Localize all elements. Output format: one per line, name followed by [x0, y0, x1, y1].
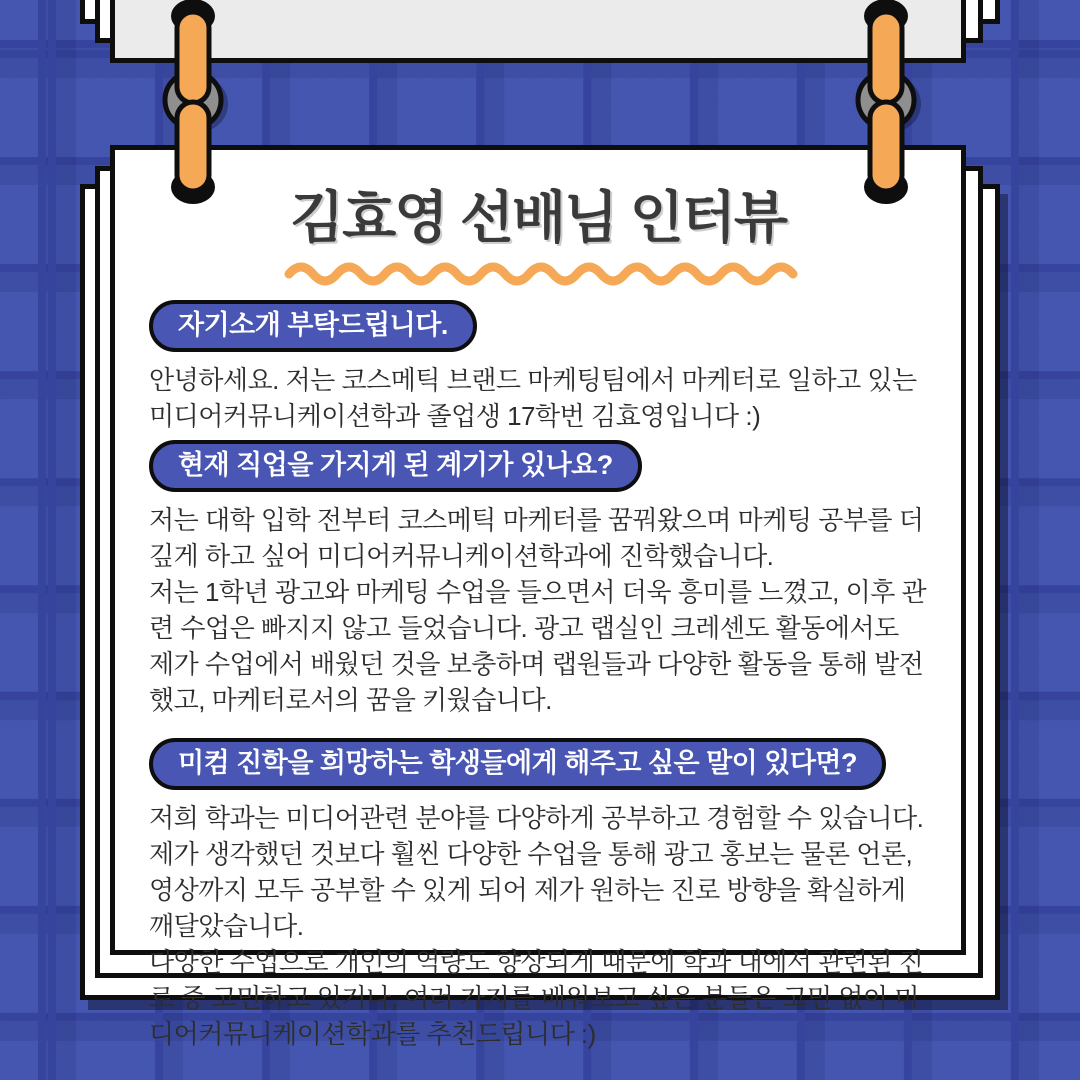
question-text: 현재 직업을 가지게 된 계기가 있나요? [178, 450, 613, 480]
page-title: 김효영 선배님 인터뷰 [290, 186, 786, 249]
qa-section-3 [149, 738, 927, 1052]
qa-section-2 [149, 440, 927, 718]
answer-paragraph: 저는 1학년 광고와 마케팅 수업을 들으면서 더욱 흥미를 느꼈고, 이후 관련 수업은 빠지지 않고 들었습니다. 광고 랩실인 크레센도 활동에서도 제가 수업에서 배웠던 것을 보충하며 랩원들과 다양한 활동을 통해 발전했고, 마케터로서의 꿈을 키웠습니다. [149, 577, 927, 715]
answer-paragraph: 안녕하세요. 저는 코스메틱 브랜드 마케팅팀에서 마케터로 일하고 있는 미디어커뮤니케이션학과 졸업생 17학번 김효영입니다 :) [149, 365, 917, 431]
question-text: 미컴 진학을 희망하는 학생들에게 해주고 싶은 말이 있다면? [178, 748, 857, 778]
interview-card [110, 145, 966, 1049]
binder-ring-icon [151, 0, 235, 210]
question-bubble-2 [149, 440, 642, 492]
answer-paragraph: 저는 대학 입학 전부터 코스메틱 마케터를 꿈꿔왔으며 마케팅 공부를 더 깊게 하고 싶어 미디어커뮤니케이션학과에 진학했습니다. [149, 505, 924, 571]
question-text: 자기소개 부탁드립니다. [178, 310, 448, 340]
answer-paragraph: 다양한 수업으로 개인의 역량도 향상되게 때문에 학과 내에서 관련된 진로 중 고민하고 있거나, 여러 가지를 배워보고 싶은 분들은 고민 없이 미디어커뮤니케이션학과를 추천드립니다 :) [149, 947, 924, 1049]
answer-paragraph: 저희 학과는 미디어관련 분야를 다양하게 공부하고 경험할 수 있습니다. 제가 생각했던 것보다 훨씬 다양한 수업을 통해 광고 홍보는 물론 언론, 영상까지 모두 공부할 수 있게 되어 제가 원하는 진로 방향을 확실하게 깨달았습니다. [149, 803, 924, 941]
answer-1 [149, 362, 927, 434]
qa-section-1 [149, 300, 927, 434]
answer-3 [149, 800, 927, 1052]
answer-2 [149, 502, 927, 718]
question-bubble-3 [149, 738, 886, 790]
flipped-page-front-sheet [110, 0, 966, 63]
question-bubble-1 [149, 300, 477, 352]
binder-ring-icon [844, 0, 928, 210]
title-underline-wave-icon [281, 256, 796, 284]
